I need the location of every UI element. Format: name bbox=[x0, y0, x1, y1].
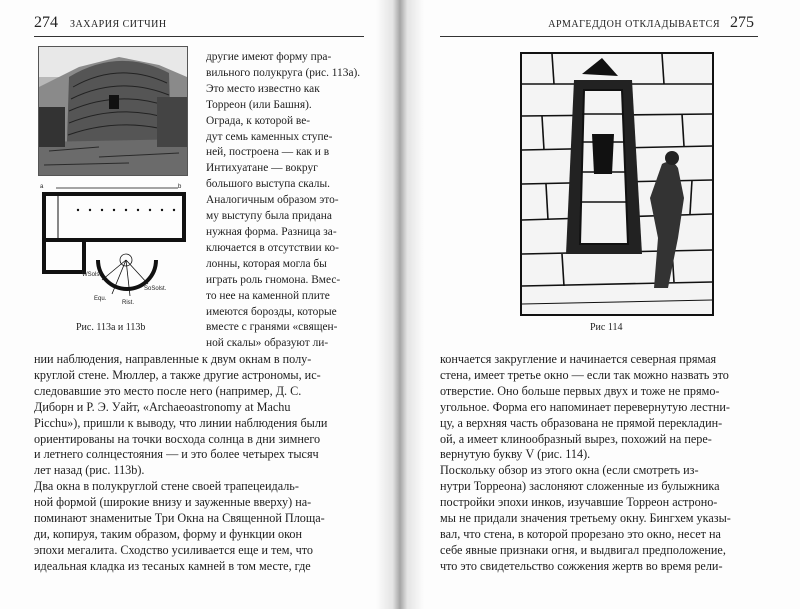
text-line: Поскольку обзор из этого окна (если смотреть из- bbox=[440, 463, 699, 478]
text-line: угольное. Форма его напоминает перевернутую лестни- bbox=[440, 399, 730, 414]
right-page-header bbox=[548, 14, 754, 32]
text-line: нутри Торреона) заслоняют сложенные из булыжника bbox=[440, 479, 720, 494]
plan-label-equ: Equ. bbox=[94, 296, 107, 302]
text-line: ней, построена — как и в bbox=[206, 146, 330, 159]
plan-label-sosolst: SoSolst. bbox=[144, 286, 167, 292]
text-line: му выступу была придана bbox=[206, 210, 332, 223]
text-line: ди, копируя, таким образом, форму и функции окон bbox=[34, 526, 303, 541]
figure-114-illustration bbox=[520, 52, 714, 316]
text-line: ориентированы на точки восхода солнца в дни зимнего bbox=[34, 431, 321, 446]
text-line: ной скалы» образуют ли- bbox=[206, 337, 329, 350]
running-head: АРМАГЕДДОН ОТКЛАДЫВАЕТСЯ bbox=[548, 19, 720, 30]
text-line: круглой стене. Мюллер, а также другие астрономы, ис- bbox=[34, 367, 321, 382]
text-line: Торреон (или Башня). bbox=[206, 98, 312, 111]
figure-114-caption: Рис 114 bbox=[590, 322, 623, 333]
text-line: дут семь каменных ступе- bbox=[206, 130, 333, 143]
text-line: отверстие. Оно больше первых двух и тоже не прямо- bbox=[440, 383, 720, 398]
text-line: следовавшие это место после него (например, Д. С. bbox=[34, 383, 302, 398]
page-number: 275 bbox=[730, 14, 754, 31]
text-line: идеальная кладка из тесаных камней в том месте, где bbox=[34, 558, 311, 573]
text-line: вильного полукруга (рис. 113а). bbox=[206, 66, 361, 79]
text-line: лет назад (рис. 113b). bbox=[34, 463, 145, 478]
text-line: цу, а верхняя часть образована не прямой перекладин- bbox=[440, 415, 723, 430]
text-line: ой, а имеет клинообразный вырез, похожий на пере- bbox=[440, 431, 712, 446]
text-line: кончается закругление и начинается северная прямая bbox=[440, 352, 717, 366]
text-line: Аналогичным образом это- bbox=[206, 194, 339, 207]
text-line: другие имеют форму пра- bbox=[206, 51, 332, 63]
text-line: Это место известно как bbox=[206, 82, 320, 95]
header-rule bbox=[34, 36, 364, 37]
text-line: то нее на каменной плите bbox=[206, 289, 330, 302]
text-line: постройки эпохи инков, изучавшие Торреон астроно- bbox=[440, 495, 718, 510]
running-head: ЗАХАРИЯ СИТЧИН bbox=[70, 19, 167, 30]
plan-label-wsolst: WSolst. bbox=[82, 272, 103, 278]
text-line: и летнего солнцестояния — и это более четырех тысяч bbox=[34, 447, 319, 462]
text-line: себе явные признаки огня, и выдвигал предположение, bbox=[440, 542, 726, 557]
left-page-header bbox=[34, 14, 167, 32]
text-line: ной формой (широкие внизу и зауженные вверху) на- bbox=[34, 495, 312, 510]
plan-label-a: a bbox=[40, 184, 44, 190]
text-line: ключается в отсутствии ко- bbox=[206, 241, 339, 254]
text-line: вместе с гранями «священ- bbox=[206, 321, 338, 334]
text-line: нии наблюдения, направленные к двум окнам в полу- bbox=[34, 352, 312, 366]
text-line: Picchu»), пришли к выводу, что линии наблюдения были bbox=[34, 415, 328, 430]
text-line: Диборн и Р. Э. Уайт, «Archaeoastronomy at Machu bbox=[34, 399, 291, 414]
text-line: что это свидетельство сожжения жертв во время рели- bbox=[440, 558, 723, 573]
text-line: Ограда, к которой ве- bbox=[206, 114, 311, 127]
left-body-text bbox=[34, 352, 364, 575]
text-line: поминают знаменитые Три Окна на Священной Площа- bbox=[34, 511, 325, 526]
figure-113b-plan bbox=[38, 184, 188, 312]
figure-113a-photo bbox=[38, 46, 188, 176]
text-line: большого выступа скалы. bbox=[206, 178, 330, 191]
figure-113-caption: Рис. 113а и 113b bbox=[76, 322, 146, 333]
right-body-text bbox=[440, 352, 758, 575]
text-line: эпохи мегалита. Сходство усиливается еще и тем, что bbox=[34, 542, 314, 557]
right-page bbox=[400, 0, 800, 609]
page-number: 274 bbox=[34, 14, 58, 31]
plan-label-rist: Rist. bbox=[122, 300, 134, 306]
left-column-text bbox=[206, 50, 364, 352]
text-line: нужная форма. Разница за- bbox=[206, 225, 337, 238]
text-line: Интихуатане — вокруг bbox=[206, 162, 318, 175]
text-line: стена, имеет третье окно — если так можно назвать это bbox=[440, 367, 729, 382]
plan-label-b: b bbox=[178, 184, 182, 190]
text-line: мы не придали значения третьему окну. Бингхем указы- bbox=[440, 511, 731, 526]
text-line: имеются борозды, которые bbox=[206, 305, 337, 318]
text-line: играть роль гномона. Вмес- bbox=[206, 273, 341, 286]
text-line: лонны, которая могла бы bbox=[206, 257, 327, 270]
text-line: вал, что стена, в которой прорезано это окно, несет на bbox=[440, 526, 721, 541]
text-line: вернутую букву V (рис. 114). bbox=[440, 447, 591, 462]
header-rule bbox=[440, 36, 758, 37]
text-line: Два окна в полукруглой стене своей трапецеидаль- bbox=[34, 479, 299, 494]
